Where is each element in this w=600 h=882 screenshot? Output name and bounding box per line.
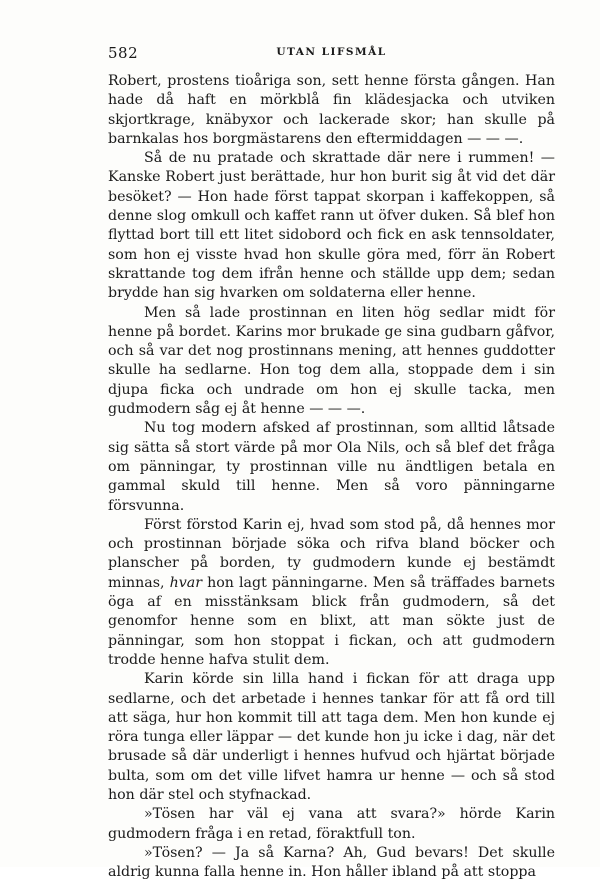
paragraph-text: Karin körde sin lilla hand i fickan för att draga upp sedlarne, och det arbetade i hennes tankar för att få ord till att säga, hur hon kommit till att taga dem. Men hon kunde ej röra tunga eller läppar — det kunde hon ju icke i dag, när det brusade så där underligt i hennes hufvud och hjärtat började bulta, som om det ville lifvet hamra ur henne — och så stod hon där stel och styfnackad. xyxy=(108,671,555,803)
body-text xyxy=(108,72,555,882)
paragraph-text: »Tösen? — Ja så Karna? Ah, Gud bevars! Det skulle aldrig kunna falla henne in. Hon håller ibland på att stoppa xyxy=(108,844,555,881)
running-head: UTAN LIFSMÅL xyxy=(276,46,387,58)
page-number: 582 xyxy=(108,44,139,62)
paragraph-text: Men så lade prostinnan en liten hög sedlar midt för henne på bordet. Karins mor brukade ge sina gudbarn gåfvor, och så var det nog prostinnans mening, att hennes guddotter skulle ha sedlarne. Hon tog dem alla, stoppade dem i sin djupa ficka och undrade om hon ej skulle tacka, men gudmodern såg ej åt henne — — —. xyxy=(108,304,555,418)
paragraph xyxy=(108,670,555,805)
paragraph-text: Nu tog modern afsked af prostinnan, som alltid låtsade sig sätta så stort värde på mor Ola Nils, och så blef det fråga om pänningar, ty prostinnan ville nu ändtligen betala en gammal skuld till henne. Men så voro pänningarne försvunna. xyxy=(108,420,555,514)
paragraph xyxy=(108,72,555,149)
emphasized-text: hvar xyxy=(169,574,203,591)
paragraph xyxy=(108,419,555,515)
paragraph xyxy=(108,304,555,420)
paragraph-text: Så de nu pratade och skrattade där nere i rummen! — Kanske Robert just berättade, hur hon burit sig åt vid det där besöket? — Hon hade först tappat skorpan i kaffekoppen, så denne slog omkull och kaffet rann ut öfver duken. Så blef hon flyttad bort till ett litet sidobord och fick en ask tennsoldater, som hon ej visste hvad hon skulle göra med, förr än Robert skrattande tog dem ifrån henne och ställde upp dem; sedan brydde han sig hvarken om soldaterna eller henne. xyxy=(108,150,555,302)
paragraph xyxy=(108,149,555,303)
paragraph xyxy=(108,516,555,670)
paragraph xyxy=(108,805,555,844)
page-header xyxy=(108,44,555,66)
paragraph xyxy=(108,844,555,882)
paragraph-text: Robert, prostens tioåriga son, sett henne första gången. Han hade då haft en mörkblå fin klädesjacka och utviken skjortkrage, knäbyxor och lackerade skor; han skulle på barnkalas hos borgmästarens den eftermiddagen — — —. xyxy=(108,73,555,147)
paragraph-text: »Tösen har väl ej vana att svara?» hörde Karin gudmodern fråga i en retad, föraktfull ton. xyxy=(108,806,555,842)
paragraph-text: Först förstod Karin ej, hvad som stod på, då hennes mor och prostinnan började söka och rifva bland böcker och planscher på borden, ty gudmodern kunde ej bestämdt minnas, xyxy=(108,516,555,591)
paragraph-text: hon lagt pänningarne. Men så träffades barnets öga af en misstänksam blick från gudmodern, så det genomfor henne som en blixt, att man sökte just de pänningar, som hon stoppat i fickan, och att gudmodern trodde henne hafva stulit dem. xyxy=(108,574,555,668)
